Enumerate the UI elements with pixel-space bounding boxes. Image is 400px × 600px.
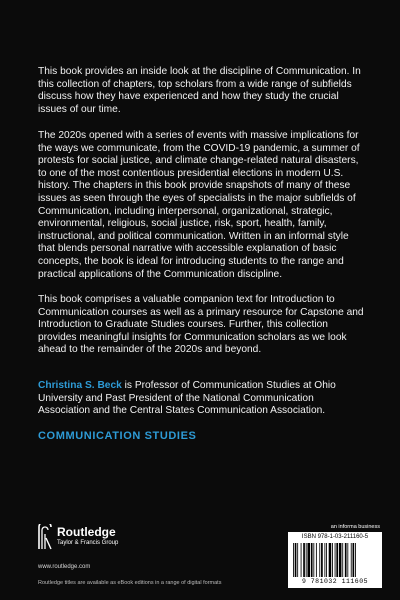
barcode-bar [332,543,333,577]
barcode-bar [355,543,356,577]
isbn-barcode [288,532,382,588]
barcode-bar [311,543,313,577]
barcode-bar [321,543,323,577]
barcode-bar [319,543,320,577]
author-bio-text: is Professor of Communication Studies at Ohio University and Past President of the National Communication Association and the Central States Communication Association. [38,380,336,417]
publisher-logo [38,524,168,560]
barcode-bar [336,543,338,577]
barcode-bar [307,543,310,577]
isbn-label: ISBN 978-1-03-211160-5 [301,534,369,540]
barcode-bar [306,543,307,577]
barcode-bar [303,543,305,577]
publisher-name: Routledge [57,525,116,539]
barcode-bar [347,543,348,577]
subject-category-label: COMMUNICATION STUDIES [38,430,197,442]
barcode-bar [301,543,302,577]
parent-company-label: an informa business [330,524,380,530]
author-name: Christina S. Beck [38,380,122,391]
barcode-bar [326,543,327,577]
barcode-bar [297,543,298,577]
author-bio [38,380,368,418]
publisher-group: Taylor & Francis Group [57,540,119,546]
barcode-bar [342,543,343,577]
description-paragraph-3: This book comprises a valuable companion text for Introduction to Communication courses as well as a primary resource for Capstone and Introduction to Graduate Studies courses. Further, this collection provides meaningful insights for Communication scholars as we look ahead to the remainder of the 2020s and beyond. [38,294,364,356]
description-paragraph-1: This book provides an inside look at the discipline of Communication. In this collection of chapters, top scholars from a wide range of subfields discuss how they have experienced and how they study the crucial issues of our time. [38,66,361,115]
barcode-bars [293,543,377,577]
description-paragraph-2: The 2020s opened with a series of events with massive implications for the ways we communicate, from the COVID-19 pandemic, a summer of protests for social justice, and climate change-related natural disasters, to one of the most contentious presidential elections in modern U.S. history. The chapters in this book provide snapshots of many of these issues as seen through the eyes of specialists in the major subfields of Communication, including interpersonal, organizational, strategic, environmental, religious, social justice, risk, sport, health, family, instructional, and political communication. Written in an informal style that blends personal narrative with accessible explanation of basic concepts, the book is ideal for introducing students to the range and practical applications of the Communication discipline. [38,130,360,280]
barcode-bar [316,543,317,577]
barcode-bar [353,543,355,577]
publisher-url: www.routledge.com [38,564,91,570]
barcode-bar [329,543,332,577]
routledge-logo-icon [38,524,52,550]
barcode-bar [345,543,347,577]
barcode-bar [339,543,342,577]
barcode-digits: 9 781032 111605 [301,578,368,585]
barcode-bar [324,543,325,577]
barcode-bar [293,543,294,577]
ebook-note: Routledge titles are available as eBook editions in a range of digital formats [38,580,222,586]
barcode-bar [335,543,336,577]
barcode-bar [351,543,352,577]
barcode-bar [295,543,297,577]
barcode-bar [313,543,314,577]
